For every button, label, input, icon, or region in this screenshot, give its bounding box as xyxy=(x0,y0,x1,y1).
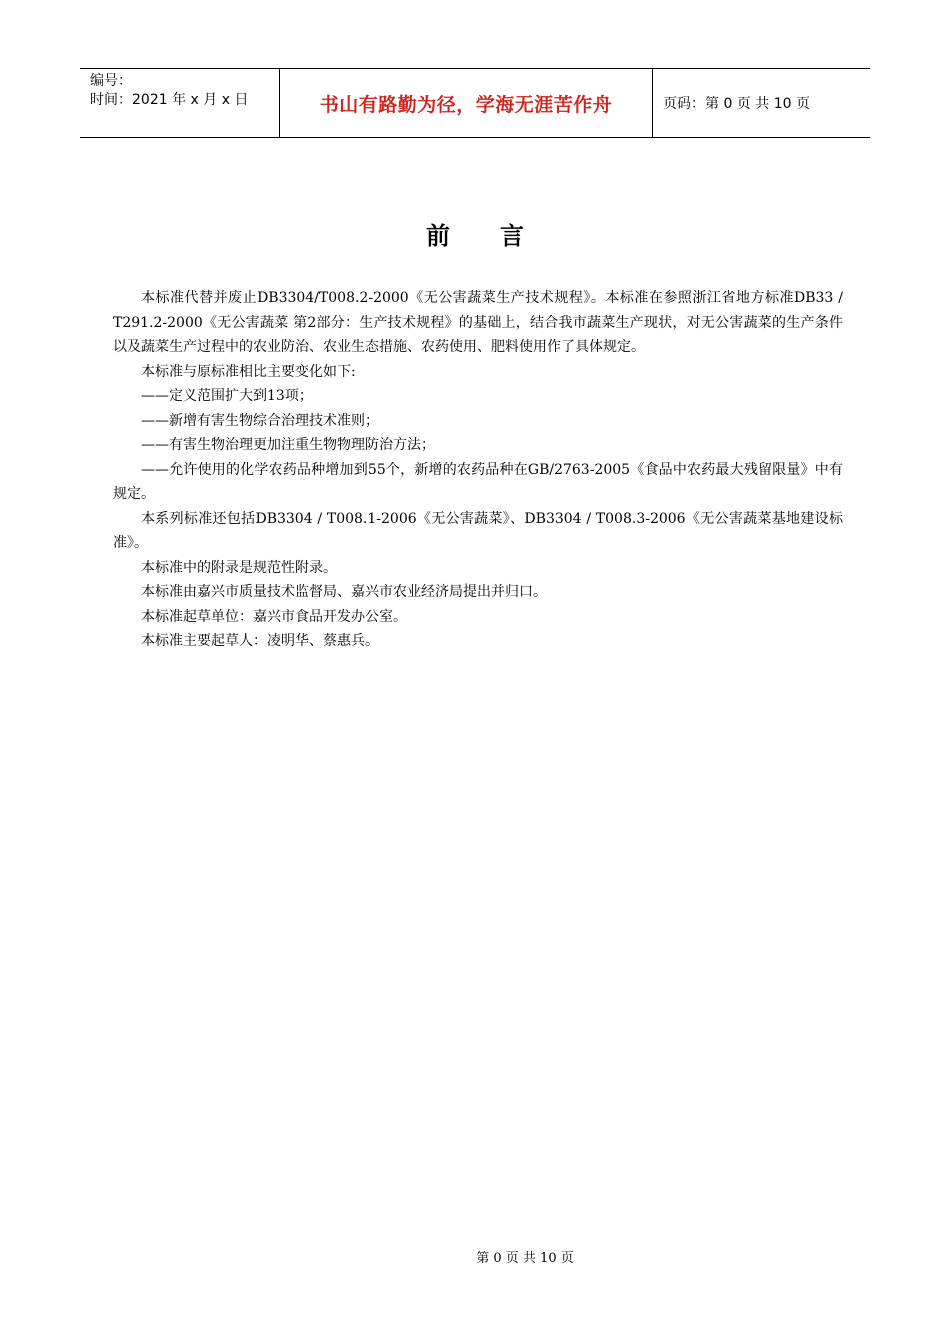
number-label: 编号： xyxy=(90,73,132,89)
paragraph: 本标准由嘉兴市质量技术监督局、嘉兴市农业经济局提出并归口。 xyxy=(141,584,547,600)
header-motto: 书山有路勤为径，学海无涯苦作舟 xyxy=(280,69,653,137)
paragraph: 本标准代替并废止DB3304/T008.2-2000《无公害蔬菜生产技术规程》。本标准在参照浙江省地方标准DB33 / T291.2-2000《无公害蔬菜 第2部分：生产技术规程》的基础上，结合我市蔬菜生产现状，对无公害蔬菜的生产条件以及蔬菜生产过程中的农业防治、农业生态措施、农药使用、肥料使用作了具体规定。 xyxy=(113,290,843,355)
paragraph: ——新增有害生物综合治理技术准则； xyxy=(141,412,379,429)
paragraph: ——允许使用的化学农药品种增加到55个，新增的农药品种在GB/2763-2005《食品中农药最大残留限量》中有规定。 xyxy=(113,461,843,502)
page-header xyxy=(80,68,870,138)
paragraph: 本标准与原标准相比主要变化如下: xyxy=(141,363,356,380)
paragraph: 本标准中的附录是规范性附录。 xyxy=(141,559,337,576)
header-page-label: 页码：第 0 页 共 10 页 xyxy=(663,96,810,112)
paragraph: 本标准主要起草人：凌明华、蔡惠兵。 xyxy=(141,633,379,649)
paragraph: ——定义范围扩大到13项； xyxy=(141,388,313,404)
foreword-body xyxy=(113,286,843,654)
time-label: 时间：2021 年 x 月 x 日 xyxy=(90,92,249,108)
paragraph: 本标准起草单位：嘉兴市食品开发办公室。 xyxy=(141,608,407,625)
page-title: 前言 xyxy=(426,221,574,250)
page-footer: 第 0 页 共 10 页 xyxy=(476,1251,574,1266)
header-info-cell xyxy=(80,69,280,137)
paragraph: ——有害生物治理更加注重生物物理防治方法； xyxy=(141,437,435,453)
paragraph: 本系列标准还包括DB3304 / T008.1-2006《无公害蔬菜》、DB3304 / T008.3-2006《无公害蔬菜基地建设标准》。 xyxy=(113,510,843,551)
